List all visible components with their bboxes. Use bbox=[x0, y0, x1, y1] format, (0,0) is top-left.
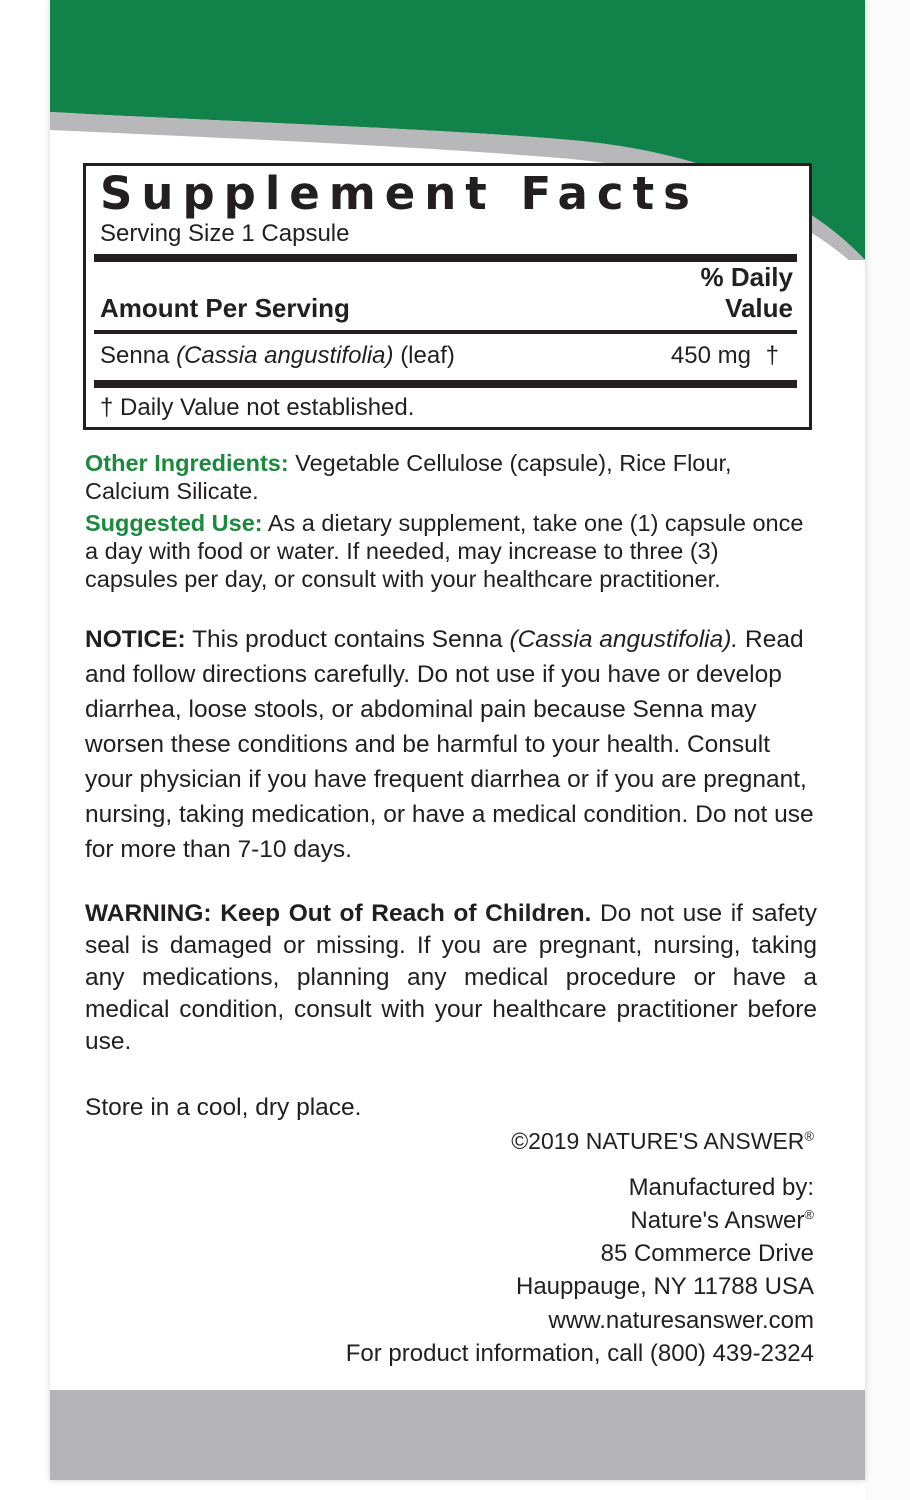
warning-label: WARNING: Keep Out of Reach of Children. bbox=[85, 900, 592, 927]
serving-size: Serving Size 1 Capsule bbox=[100, 220, 350, 247]
ingredient-common-name: Senna bbox=[100, 342, 170, 369]
warning-paragraph bbox=[85, 898, 817, 1058]
suggested-use bbox=[85, 509, 817, 593]
supplement-facts-panel bbox=[83, 163, 812, 430]
other-ingredients-text: Vegetable Cellulose (capsule), Rice Flour, Calcium Silicate. bbox=[85, 450, 732, 504]
suggested-use-text: As a dietary supplement, take one (1) capsule once a day with food or water. If needed, may increase to three (3) capsules per day, or consult with your healthcare practitioner. bbox=[85, 510, 804, 592]
copyright-text: ©2019 NATURE'S ANSWER bbox=[511, 1128, 805, 1154]
ingredient-latin-name: (Cassia angustifolia) bbox=[176, 342, 394, 369]
registered-mark: ® bbox=[804, 1128, 814, 1144]
product-info-phone: For product information, call (800) 439-2324 bbox=[345, 1340, 814, 1367]
thick-divider-bottom bbox=[94, 380, 797, 388]
notice-latin-name: (Cassia angustifolia). bbox=[509, 626, 739, 653]
storage-instructions: Store in a cool, dry place. bbox=[85, 1094, 362, 1121]
manufacturer-street: 85 Commerce Drive bbox=[600, 1240, 814, 1267]
thick-divider bbox=[94, 254, 797, 262]
other-ingredients-label: Other Ingredients: bbox=[85, 450, 289, 476]
background-edge bbox=[865, 0, 910, 1500]
warning-text: Do not use if safety seal is damaged or missing. If you are pregnant, nursing, taking any medications, planning any medical procedure or have a medical condition, consult with your healthcare practitioner before use. bbox=[85, 900, 817, 1055]
manufacturer-company: Nature's Answer bbox=[630, 1207, 805, 1234]
notice-paragraph bbox=[85, 622, 817, 867]
notice-text-rest: Read and follow directions carefully. Do not use if you have or develop diarrhea, loose stools, or abdominal pain because Senna may worsen these conditions and be harmful to your health. Consult your physician if you have frequent diarrhea or if you are pregnant, nursing, taking medication, or have a medical condition. Do not use for more than 7-10 days. bbox=[85, 626, 814, 863]
header-divider bbox=[94, 330, 797, 334]
manufacturer-city: Hauppauge, NY 11788 USA bbox=[516, 1273, 814, 1300]
registered-mark: ® bbox=[804, 1207, 814, 1222]
suggested-use-label: Suggested Use: bbox=[85, 510, 263, 536]
ingredient-plant-part: (leaf) bbox=[400, 342, 455, 369]
manufactured-by-heading: Manufactured by: bbox=[628, 1174, 814, 1201]
notice-text-start: This product contains Senna bbox=[192, 626, 503, 653]
manufacturer-name bbox=[630, 1207, 814, 1235]
amount-per-serving-label: Amount Per Serving bbox=[100, 293, 350, 323]
supplement-facts-title: Supplement Facts bbox=[100, 167, 699, 220]
notice-label: NOTICE: bbox=[85, 626, 186, 653]
ingredient-name bbox=[100, 342, 455, 370]
dagger-marker: † bbox=[765, 342, 779, 369]
daily-value-header: % Daily Value bbox=[700, 262, 793, 323]
other-ingredients bbox=[85, 449, 817, 505]
gray-footer-band bbox=[50, 1390, 865, 1480]
ingredient-amount bbox=[671, 342, 779, 370]
ingredient-amount-value: 450 mg bbox=[670, 342, 751, 369]
manufacturer-website: www.naturesanswer.com bbox=[548, 1307, 814, 1334]
copyright-notice bbox=[511, 1128, 814, 1155]
daily-value-footnote: † Daily Value not established. bbox=[100, 394, 415, 421]
